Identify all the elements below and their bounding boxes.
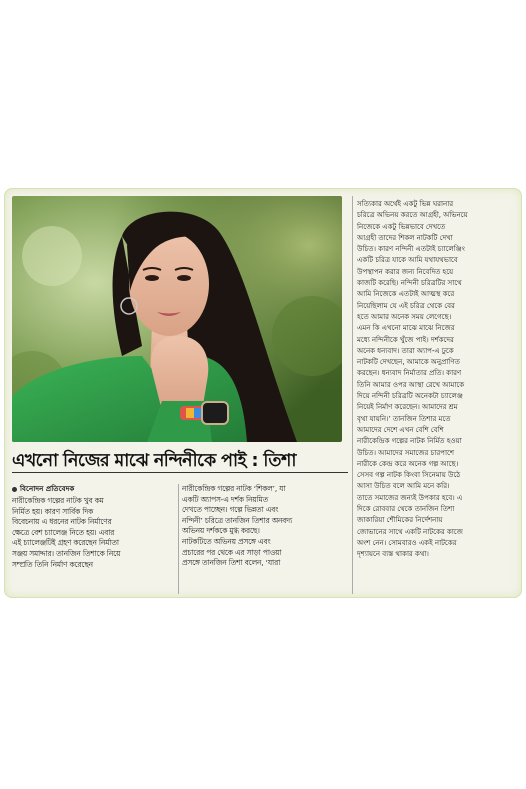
headline-underline bbox=[12, 472, 348, 473]
byline-text: বিনোদন প্রতিবেদক bbox=[20, 484, 75, 493]
column-divider bbox=[178, 484, 179, 594]
article-headline: এখনো নিজের মাঝে নন্দিনীকে পাই : তিশা bbox=[12, 451, 296, 471]
newspaper-clipping bbox=[4, 188, 522, 598]
column-divider bbox=[352, 196, 353, 594]
article-column-3: সত্যিকার অর্থেই একটু ভিন্ন ঘরানার চরিত্রে অভিনয় করতে আগ্রহী, অভিনয়ে নিজেকে একটু ভিন্নভাবে দেখতে আগ্রহী তাদের শিকল নাটকটি দেখা উচিত। কারণ নন্দিনী এতটাই চ্যালেঞ্জিং একটি চরিত্র যাকে আমি যথাযথভাবে উপস্থাপন করার জন্য নিবেদিত হয়ে কাজটি করেছি। নন্দিনী চরিত্রটির সাথে আমি নিজেকে এতটাই আত্মস্থ করে নিয়েছিলাম যে এই চরিত্র থেকে বের হতে আমার অনেক সময় লেগেছে। এমন কি এখনো মাঝে মাঝে নিজের মধ্যে নন্দিনীকে খুঁজে পাই। দর্শকদের অনেক ধন্যবাদ। তারা অ্যাপ-এ ঢুকে নাটকটি দেখছেন, আমাকে অনুপ্রাণিত করছেন। ধন্যবাদ নির্মাতার প্রতি। কারণ তিনি আমার ওপর আস্থা রেখে আমাকে দিয়ে নন্দিনী চরিত্রটি অনেকটা চ্যালেঞ্জ নিয়েই নির্মাণ করেছেন। আমাদের শ্রম বৃথা যায়নি।’ তানজিন তিশার মতে আমাদের দেশে এখন বেশি বেশি নারীকেন্দ্রিক গল্পের নাটক নির্মিত হওয়া উচিত। আমাদের সমাজের চারপাশে নারীকে কেন্দ্র করে অনেক গল্প আছে। সেসব গল্প নাটক কিংবা সিনেমায় উঠে আসা উচিত বলে আমি মনে করি। তাতে সমাজের জন্যই উপকার হবে। এ দিকে রোববার থেকে তানজিন তিশা জাকারিয়া শৌমিকের নির্দেশনায় জোভানের সাথে একটি নাটকের কাজে অংশ নেন। সোমবারও একই নাটকের দৃশ্যায়নে ব্যস্ত থাকার কথা। bbox=[357, 199, 468, 559]
article-photo bbox=[12, 196, 342, 442]
article-column-1: নারীকেন্দ্রিক গল্পের নাটক খুব কম নির্মিত হয়। কারণ সার্বিক দিক বিবেচনায় এ ধরনের নাটক নির্মাণের ক্ষেত্রে বেশ চ্যালেঞ্জ নিতে হয়। এবার এই চ্যালেঞ্জটিই গ্রহণ করেছেন নির্মাতা সঞ্জয় সমাদ্দার। তানজিন তিশাকে নিয়ে সম্প্রতি তিনি নির্মাণ করেছেন bbox=[12, 496, 121, 569]
article-byline bbox=[12, 484, 172, 496]
bullet-icon bbox=[12, 487, 17, 492]
actress-portrait-image bbox=[12, 196, 342, 442]
article-column-2: নারীকেন্দ্রিক গল্পের নাটক ‘শিকল’, যা একটি অ্যাপস-এ দর্শক নিয়মিত দেখতে পাচ্ছেন। গল্পে ভিন্নতা এবং নন্দিনী’ চরিত্রে তানজিন তিশার অনবদ্য অভিনয় দর্শককে মুগ্ধ করছে। নাটকটিতে অভিনয় প্রসঙ্গে এবং প্রচারের পর থেকে এর সাড়া পাওয়া প্রসঙ্গে তানজিন তিশা বলেন, ‘যারা bbox=[182, 484, 293, 568]
